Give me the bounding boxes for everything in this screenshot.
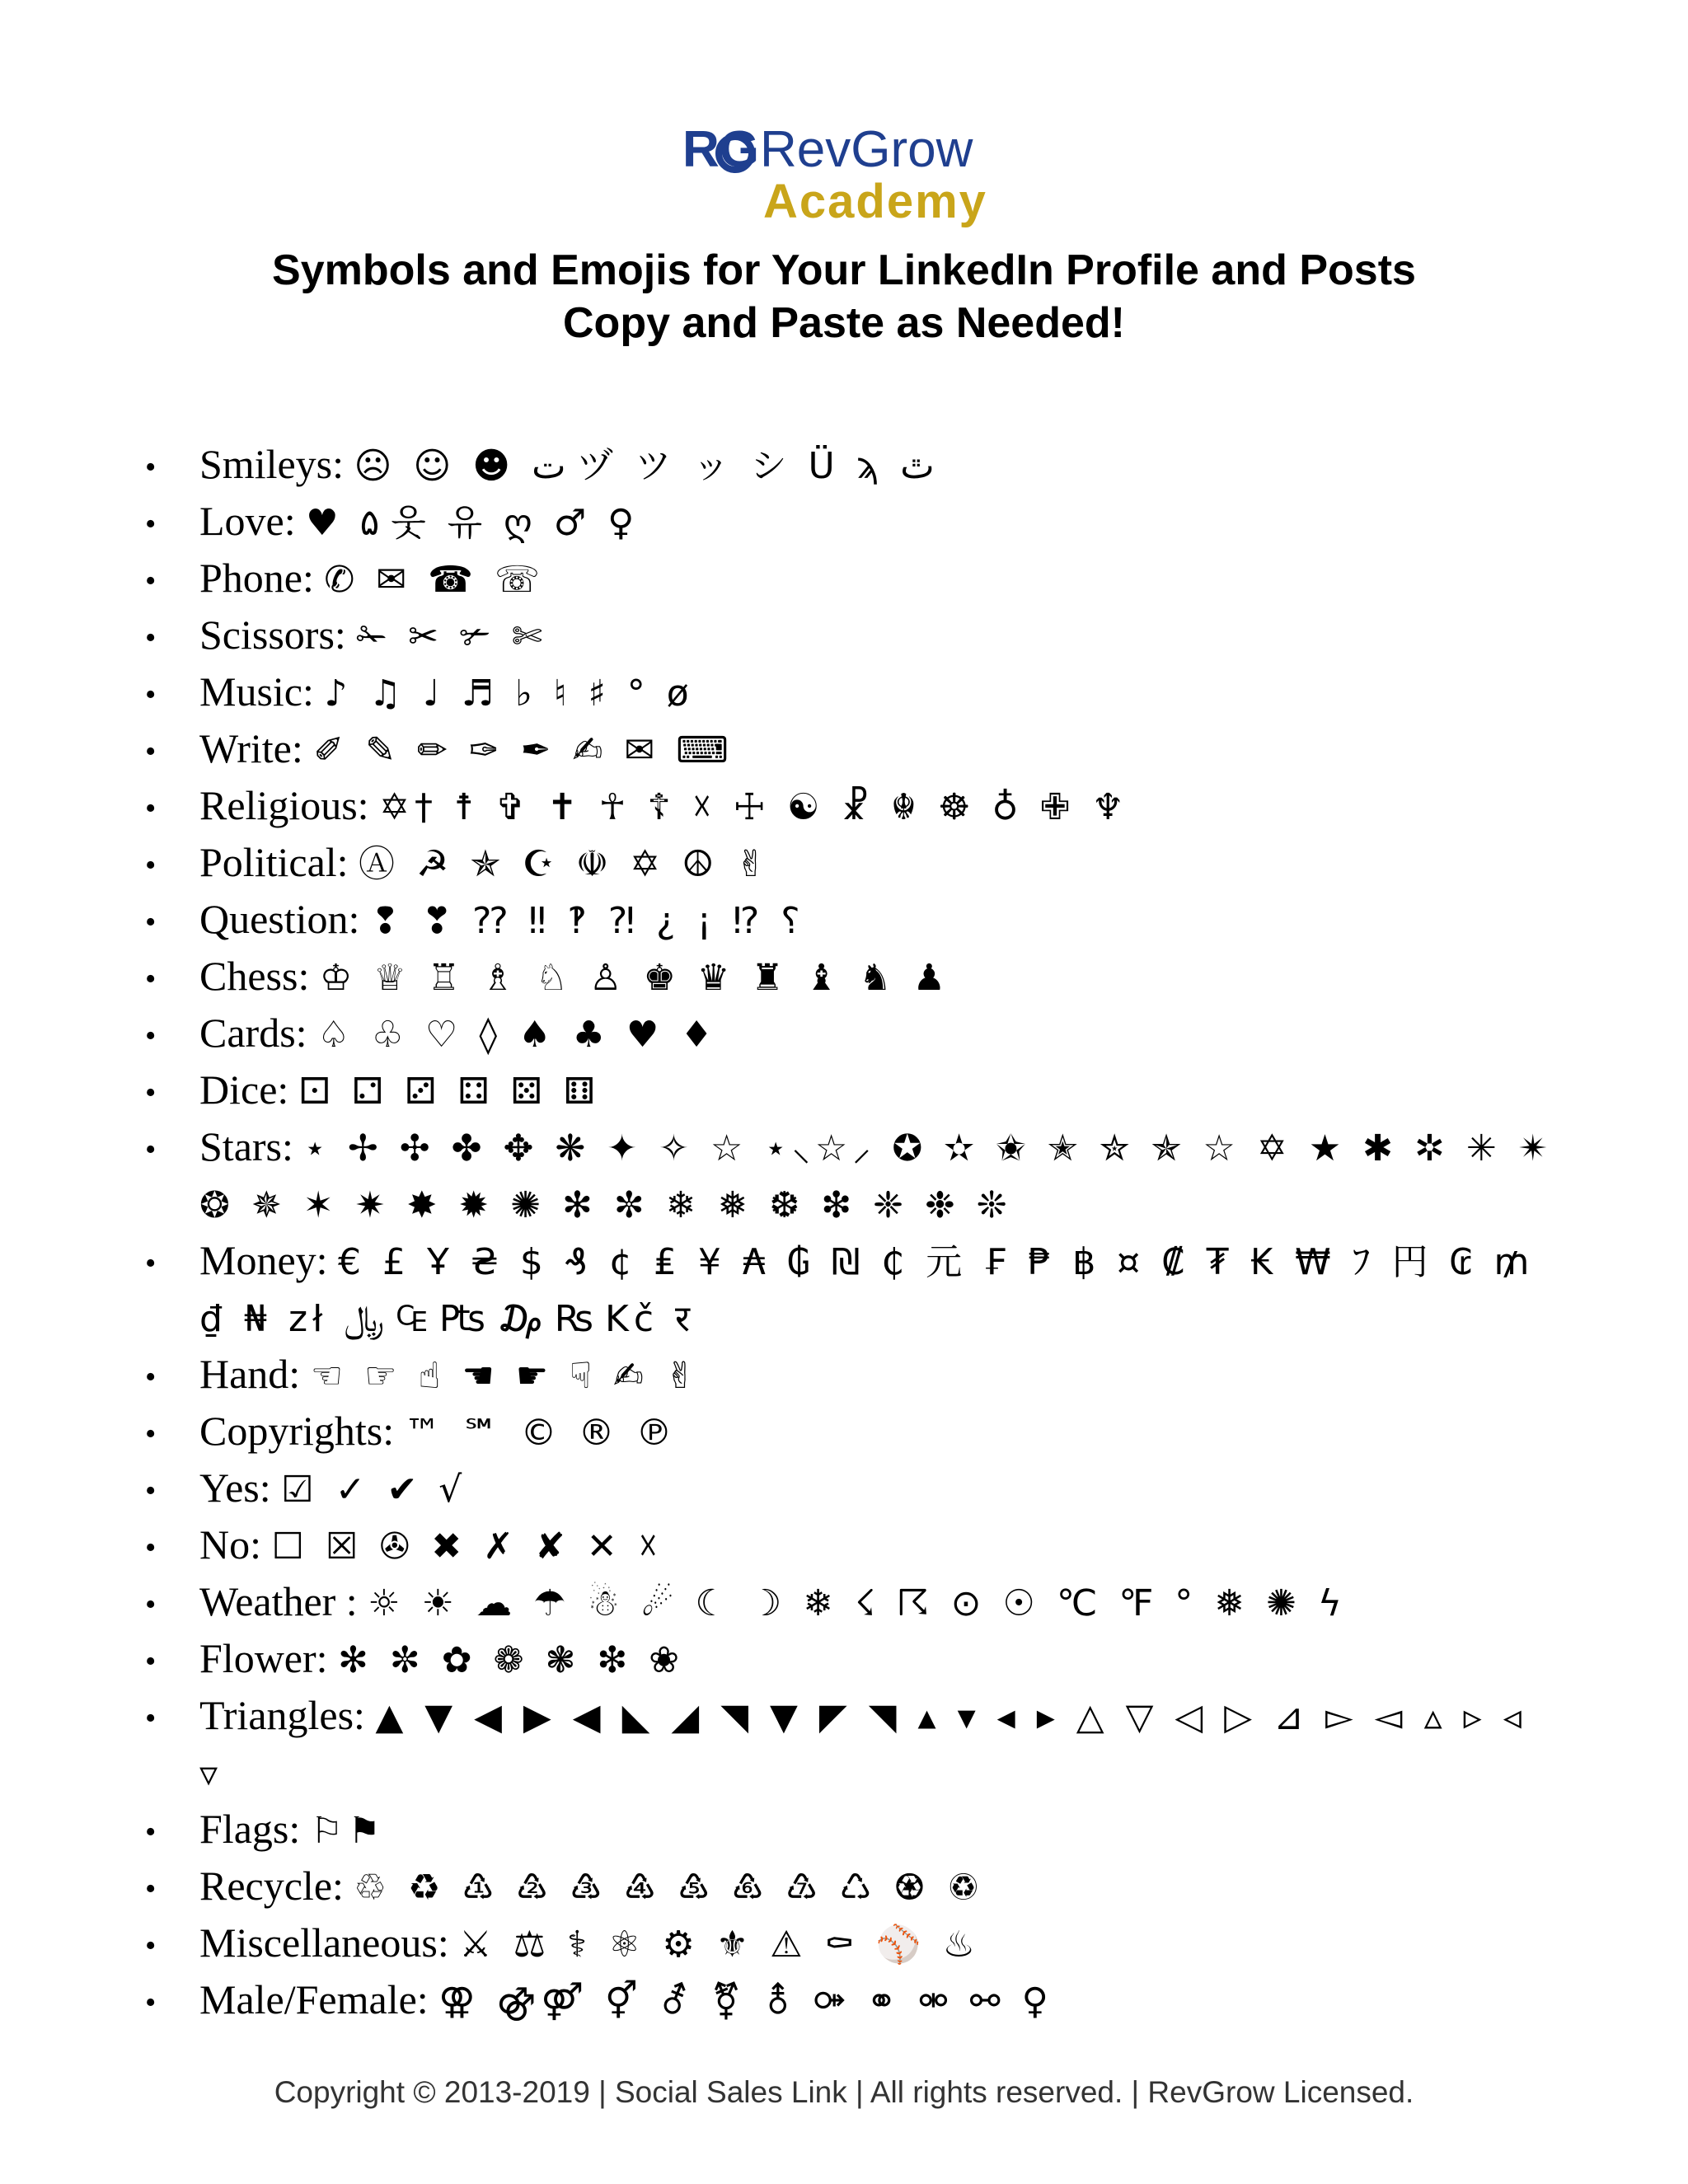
category-symbols: ♤ ♧ ♡ ◊ ♠ ♣ ♥ ♦: [317, 1014, 718, 1056]
category-symbols: ⚐⚑: [310, 1810, 386, 1852]
category-label: Love:: [199, 498, 296, 544]
category-label: Religious:: [199, 782, 369, 828]
category-label: Question:: [199, 896, 360, 942]
category-label: Smileys:: [199, 441, 345, 487]
logo-revgrow-text: RevGrow: [760, 121, 973, 178]
category-symbols: ▲ ▼ ◀ ▶ ◀ ◣ ◢ ◥ ▼ ◤ ◥ ▴ ▾ ◂ ▸ △ ▽ ◁ ▷ ⊿ ▻ ◅ ▵ ▹ ◃ ▿: [199, 1696, 1526, 1795]
category-symbols: ⚔ ⚖ ⚕ ⚛ ⚙ ⚜ ⚠ ⚰ ⚾ ♨: [459, 1924, 980, 1966]
category-label: Copyrights:: [199, 1408, 395, 1454]
logo-initials: RG: [682, 121, 759, 178]
category-symbols: ⚢ ⚣⚤ ⚥ ⚦ ⚧ ⚨ ⚩ ⚭ ⚮ ⚯ ♀: [438, 1980, 1053, 2022]
category-item: [145, 437, 1563, 494]
category-item: [145, 1631, 1563, 1688]
category-symbols: ☼ ☀ ☁ ☂ ☃ ☄ ☾ ☽ ❄ ☇ ☈ ⊙ ☉ ℃ ℉ ° ❅ ✺ ϟ: [368, 1582, 1347, 1624]
category-label: Money:: [199, 1237, 328, 1283]
category-label: Cards:: [199, 1010, 307, 1056]
category-symbols: ☜ ☞ ☝ ☚ ☛ ☟ ✍ ✌: [310, 1355, 701, 1397]
category-item: [145, 1404, 1563, 1460]
category-symbols: ⋆ ✢ ✣ ✤ ✥ ❋ ✦ ✧ ☆ ⋆⸜☆⸝ ✪ ✫ ✬ ✭ ✮ ✯ ☆ ✡ ★ ✱ ✲ ✳ ✴ ❂ ✵ ✶ ✷ ✸ ✹ ✺ ✻ ✼ ❄ ❅ ❆ ❇ ❈ ❉ ❊: [199, 1127, 1554, 1226]
category-item: [145, 1858, 1563, 1915]
category-label: Stars:: [199, 1123, 293, 1169]
category-symbols: ☐ ☒ ✇ ✖ ✗ ✘ ✕ ☓: [271, 1526, 663, 1568]
category-label: Flower:: [199, 1635, 328, 1681]
category-symbols: ♪ ♫ ♩ ♬ ♭ ♮ ♯ ° ø: [324, 673, 694, 715]
category-label: No:: [199, 1521, 261, 1568]
category-label: Write:: [199, 725, 303, 771]
category-item: [145, 1460, 1563, 1517]
category-item: [145, 892, 1563, 949]
category-symbols: ❢ ❣ ⁇ ‼ ‽ ⁈ ¿ ¡ ⁉ ⸮: [369, 900, 805, 942]
category-item: [145, 494, 1563, 551]
category-label: Hand:: [199, 1351, 301, 1397]
category-item: [145, 949, 1563, 1005]
category-label: Flags:: [199, 1806, 301, 1852]
category-symbols: € £ Ұ ₴ $ ₰ ¢ ₤ ¥ ₳ ₲ ₪ ₵ 元 ₣ ₱ ฿ ¤ ₡ ₮ ₭ ₩ ﾌ 円 ₢ ₥ ₫ ₦ zł ﷼ ₠ ₧ ₯ ₨ Kč र: [199, 1241, 1535, 1340]
category-label: Weather :: [199, 1578, 358, 1624]
category-item: [145, 1517, 1563, 1574]
category-symbols: ✆ ✉ ☎ ☏: [324, 559, 545, 601]
category-symbols: ⚀ ⚁ ⚂ ⚃ ⚄ ⚅: [298, 1071, 601, 1113]
category-item: [145, 664, 1563, 721]
category-symbols: ✡† ☨ ✞ ✝ ☥ ☦ ☓ ☩ ☯ ☧ ☬ ☸ ♁ ✙ ♆: [379, 786, 1129, 828]
category-label: Yes:: [199, 1465, 271, 1511]
category-item: [145, 1972, 1563, 2029]
category-item: [145, 1574, 1563, 1631]
category-item: [145, 551, 1563, 607]
copyright-footer: Copyright © 2013-2019 | Social Sales Link | All rights reserved. | RevGrow Licensed.: [274, 2075, 1414, 2109]
category-label: Triangles:: [199, 1692, 365, 1738]
category-label: Miscellaneous:: [199, 1919, 449, 1966]
category-item: [145, 1119, 1563, 1233]
category-label: Scissors:: [199, 612, 346, 658]
category-symbols: ☹ ☺ ☻ ت ヅ ツ ッ シ Ü ϡ ﭢ: [354, 445, 935, 487]
category-symbols: ✁ ✂ ✃ ✄: [356, 616, 547, 658]
category-label: Chess:: [199, 953, 310, 999]
category-label: Recycle:: [199, 1863, 344, 1909]
page-title-line-2: Copy and Paste as Needed!: [563, 299, 1125, 347]
category-label: Political:: [199, 839, 349, 885]
category-symbols: ♲ ♻ ♳ ♴ ♵ ♶ ♷ ♸ ♹ ♺ ♼ ♽: [354, 1867, 985, 1909]
category-symbols: ♔ ♕ ♖ ♗ ♘ ♙ ♚ ♛ ♜ ♝ ♞ ♟: [319, 957, 951, 999]
category-item: [145, 1915, 1563, 1972]
category-symbols: ☑ ✓ ✔ √: [281, 1469, 467, 1511]
category-symbols: Ⓐ ☭ ✯ ☪ ☫ ✡ ☮ ✌: [359, 843, 771, 885]
logo-academy-text: Academy: [763, 175, 987, 228]
category-item: [145, 1688, 1563, 1802]
category-item: [145, 1802, 1563, 1858]
category-item: [145, 1005, 1563, 1062]
category-item: [145, 607, 1563, 664]
category-label: Dice:: [199, 1066, 289, 1113]
category-symbols: ™ ℠ © ® ℗: [404, 1412, 678, 1454]
category-item: [145, 778, 1563, 835]
category-label: Phone:: [199, 555, 314, 601]
revgrow-academy-logo: [682, 115, 1012, 231]
category-item: [145, 1347, 1563, 1404]
category-item: [145, 835, 1563, 892]
category-item: [145, 721, 1563, 778]
category-label: Male/Female:: [199, 1976, 429, 2022]
page-title-line-1: Symbols and Emojis for Your LinkedIn Profile and Posts: [272, 246, 1416, 294]
category-symbols: ✻ ✼ ✿ ❁ ❃ ❇ ❀: [338, 1639, 685, 1681]
category-symbols: ♥ ۵ 웃 유 ღ ♂ ♀: [306, 502, 640, 544]
category-item: [145, 1233, 1563, 1347]
symbol-category-list: [145, 437, 1563, 2029]
category-label: Music:: [199, 668, 314, 715]
category-symbols: ✐ ✎ ✏ ✑ ✒ ✍ ✉ ⌨: [313, 729, 734, 771]
category-item: [145, 1062, 1563, 1119]
